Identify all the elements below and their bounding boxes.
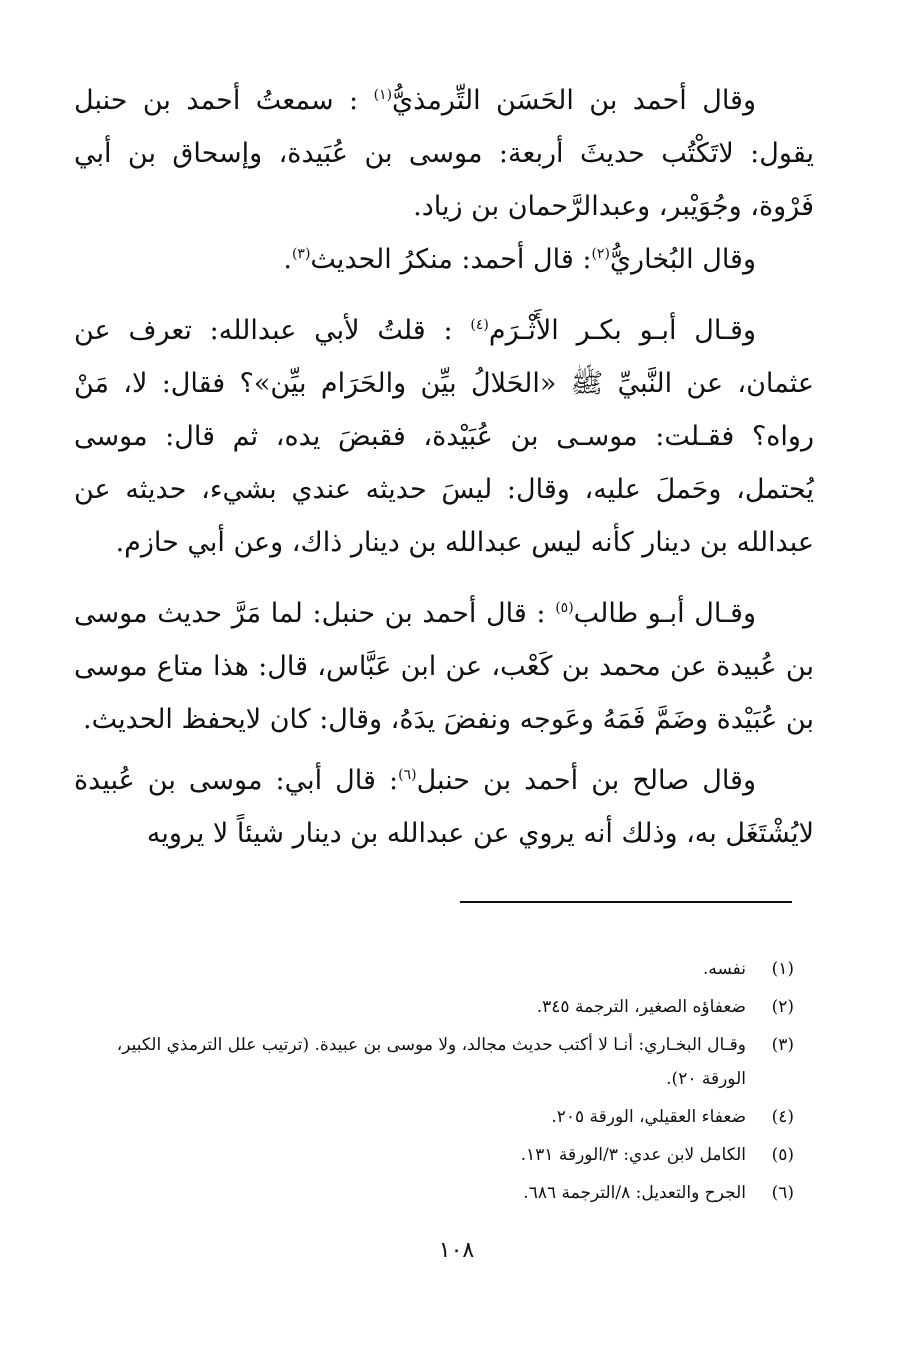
paragraph-text: : قلتُ لأبي عبدالله: تعرف عن عثمان، عن النَّبيِّ ﷺ «الحَلالُ بيِّن والحَرَام بيِّن»؟ فقال: لا، مَنْ رواه؟ فقـلت: موسـى بن عُبَيْدة، فقبضَ يده، ثم قال: موسى يُحتمل، وحَملَ عليه، وقال: ليسَ حديثه عندي بشيء، حديثه عن عبدالله بن دينار كأنه ليس عبدالله بن دينار ذاك، وعن أبي حازم. <box>74 315 815 558</box>
footnote-number: (٢) <box>771 997 794 1017</box>
footnote-item <box>74 990 794 1024</box>
paragraph-athram <box>74 304 814 569</box>
footnote-ref-1: (١) <box>373 87 393 103</box>
footnote-ref-3: (٣) <box>291 246 311 262</box>
footnote-ref-6: (٦) <box>398 767 417 783</box>
paragraph-text: : قال أحمد بن حنبل: لما مَرَّ حديث موسى بن عُبيدة عن محمد بن كَعْب، عن ابن عَبَّاس، قال: هذا متاع موسى بن عُبَيْدة وضَمَّ فَمَهُ وعَوجه ونفضَ يدَهُ، وقال: كان لايحفظ الحديث. <box>74 598 814 735</box>
paragraph-abu-talib <box>74 587 814 746</box>
footnote-item <box>74 952 794 986</box>
footnote-number: (٦) <box>771 1183 794 1203</box>
footnote-text: الجرح والتعديل: ٨/الترجمة ٦٨٦. <box>523 1183 746 1203</box>
footnote-ref-5: (٥) <box>555 600 574 616</box>
footnote-number: (٣) <box>771 1035 794 1055</box>
footnote-text: نفسه. <box>702 959 746 979</box>
paragraph-salih <box>74 754 814 860</box>
footnote-text: ضعفاؤه الصغير، الترجمة ٣٤٥. <box>536 997 746 1017</box>
paragraph-bukhari <box>74 233 814 286</box>
footnote-ref-2: (٢) <box>591 246 610 262</box>
footnote-separator <box>460 901 792 903</box>
footnote-text: ضعفاء العقيلي، الورقة ٢٠٥. <box>551 1107 746 1127</box>
footnote-text: وقـال البخـاري: أنـا لا أكتب حديث مجالد، ولا موسى بن عبيدة. (ترتيب علل الترمذي الكبير، الورقة ٢٠). <box>116 1035 746 1089</box>
footnote-text: الكامل لابن عدي: ٣/الورقة ١٣١. <box>520 1145 746 1165</box>
main-text <box>74 74 814 860</box>
footnote-number: (٥) <box>771 1145 794 1165</box>
footnote-number: (٤) <box>771 1107 794 1127</box>
paragraph-text: وقال صالح بن أحمد بن حنبل <box>416 765 756 796</box>
footnote-ref-4: (٤) <box>470 317 489 333</box>
page-number: ١٠٨ <box>438 1238 475 1263</box>
footnote-item <box>74 1176 794 1210</box>
footnote-item <box>74 1138 794 1172</box>
paragraph-text: : قال أبي: موسى بن عُبيدة لايُشْتَغَل به، وذلك أنه يروي عن عبدالله بن دينار شيئاً لا يرويه <box>74 765 814 849</box>
paragraph-text: وقال أحمد بن الحَسَن التِّرمذيُّ <box>392 85 756 116</box>
paragraph-text: . <box>283 244 292 275</box>
paragraph-text: : قال أحمد: منكرُ الحديث <box>310 244 592 275</box>
paragraph-text: : سمعتُ أحمد بن حنبل يقول: لاتَكْتُب حديثَ أربعة: موسى بن عُبَيدة، وإسحاق بن أبي فَرْوة، وجُوَيْبر، وعبدالرَّحمان بن زياد. <box>74 85 814 222</box>
paragraph-text: وقـال أبـو بكـر الأَثْـرَم <box>488 315 756 346</box>
paragraph-tirmidhi <box>74 74 814 233</box>
footnote-item <box>74 1028 794 1096</box>
footnote-item <box>74 1100 794 1134</box>
footnote-number: (١) <box>771 959 794 979</box>
footnotes-list <box>74 952 794 1214</box>
paragraph-text: وقـال أبـو طالب <box>573 598 756 629</box>
paragraph-text: وقال البُخاريُّ <box>609 244 756 275</box>
